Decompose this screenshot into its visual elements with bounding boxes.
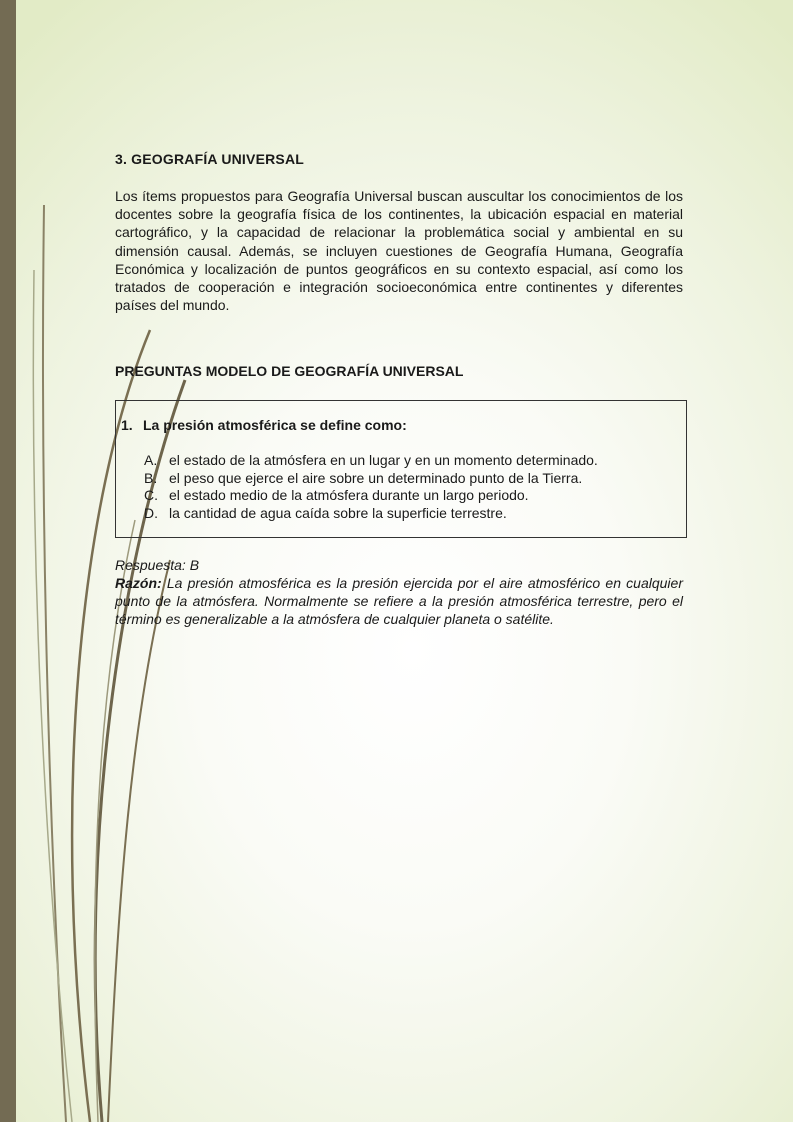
option-letter: A. <box>144 452 158 468</box>
question-box <box>115 400 687 538</box>
option-text: el estado medio de la atmósfera durante un largo periodo. <box>169 487 529 503</box>
stalk-1 <box>43 205 66 1122</box>
question-title <box>121 417 407 433</box>
answer-label: Respuesta: B <box>115 557 200 573</box>
section-intro: Los ítems propuestos para Geografía Universal buscan auscultar los conocimientos de los docentes sobre la geografía física de los continentes, la ubicación espacial en material cartográfico, y la capacidad de relacionar la problemática social y ambiental en su dimensión causal. Además, se incluyen cuestiones de Geografía Humana, Geografía Económica y localización de puntos geográficos en su contexto espacial, así como los tratados de cooperación e integración socioeconómica entre continentes y diferentes países del mundo. <box>115 188 683 314</box>
option-text: la cantidad de agua caída sobre la superficie terrestre. <box>169 504 507 521</box>
option-text: el estado de la atmósfera en un lugar y en un momento determinado. <box>169 452 598 468</box>
questions-heading: PREGUNTAS MODELO DE GEOGRAFÍA UNIVERSAL <box>115 363 464 379</box>
question-text: La presión atmosférica se define como: <box>143 417 407 433</box>
option-c <box>144 487 598 505</box>
answer-options <box>144 452 598 522</box>
option-letter: C. <box>144 487 158 503</box>
reason-text: La presión atmosférica es la presión ejercida por el aire atmosférico en cualquier punto de la atmósfera. Normalmente se refiere a la presión atmosférica terrestre, pero el término es generalizable a la atmósfera de cualquier planeta o satélite. <box>115 575 683 628</box>
option-b <box>144 470 598 488</box>
option-text: el peso que ejerce el aire sobre un determinado punto de la Tierra. <box>169 469 583 486</box>
reason-label: Razón: <box>115 575 162 591</box>
stalk-6 <box>108 560 170 1122</box>
answer-reason <box>115 574 683 629</box>
decorative-side-bar <box>0 0 16 1122</box>
option-letter: B. <box>144 469 158 486</box>
stalk-2 <box>33 270 72 1122</box>
option-a <box>144 452 598 470</box>
option-letter: D. <box>144 504 158 521</box>
answer-block <box>115 556 683 629</box>
question-number: 1. <box>121 417 133 433</box>
section-heading: 3. GEOGRAFÍA UNIVERSAL <box>115 151 305 167</box>
option-d <box>144 505 598 523</box>
